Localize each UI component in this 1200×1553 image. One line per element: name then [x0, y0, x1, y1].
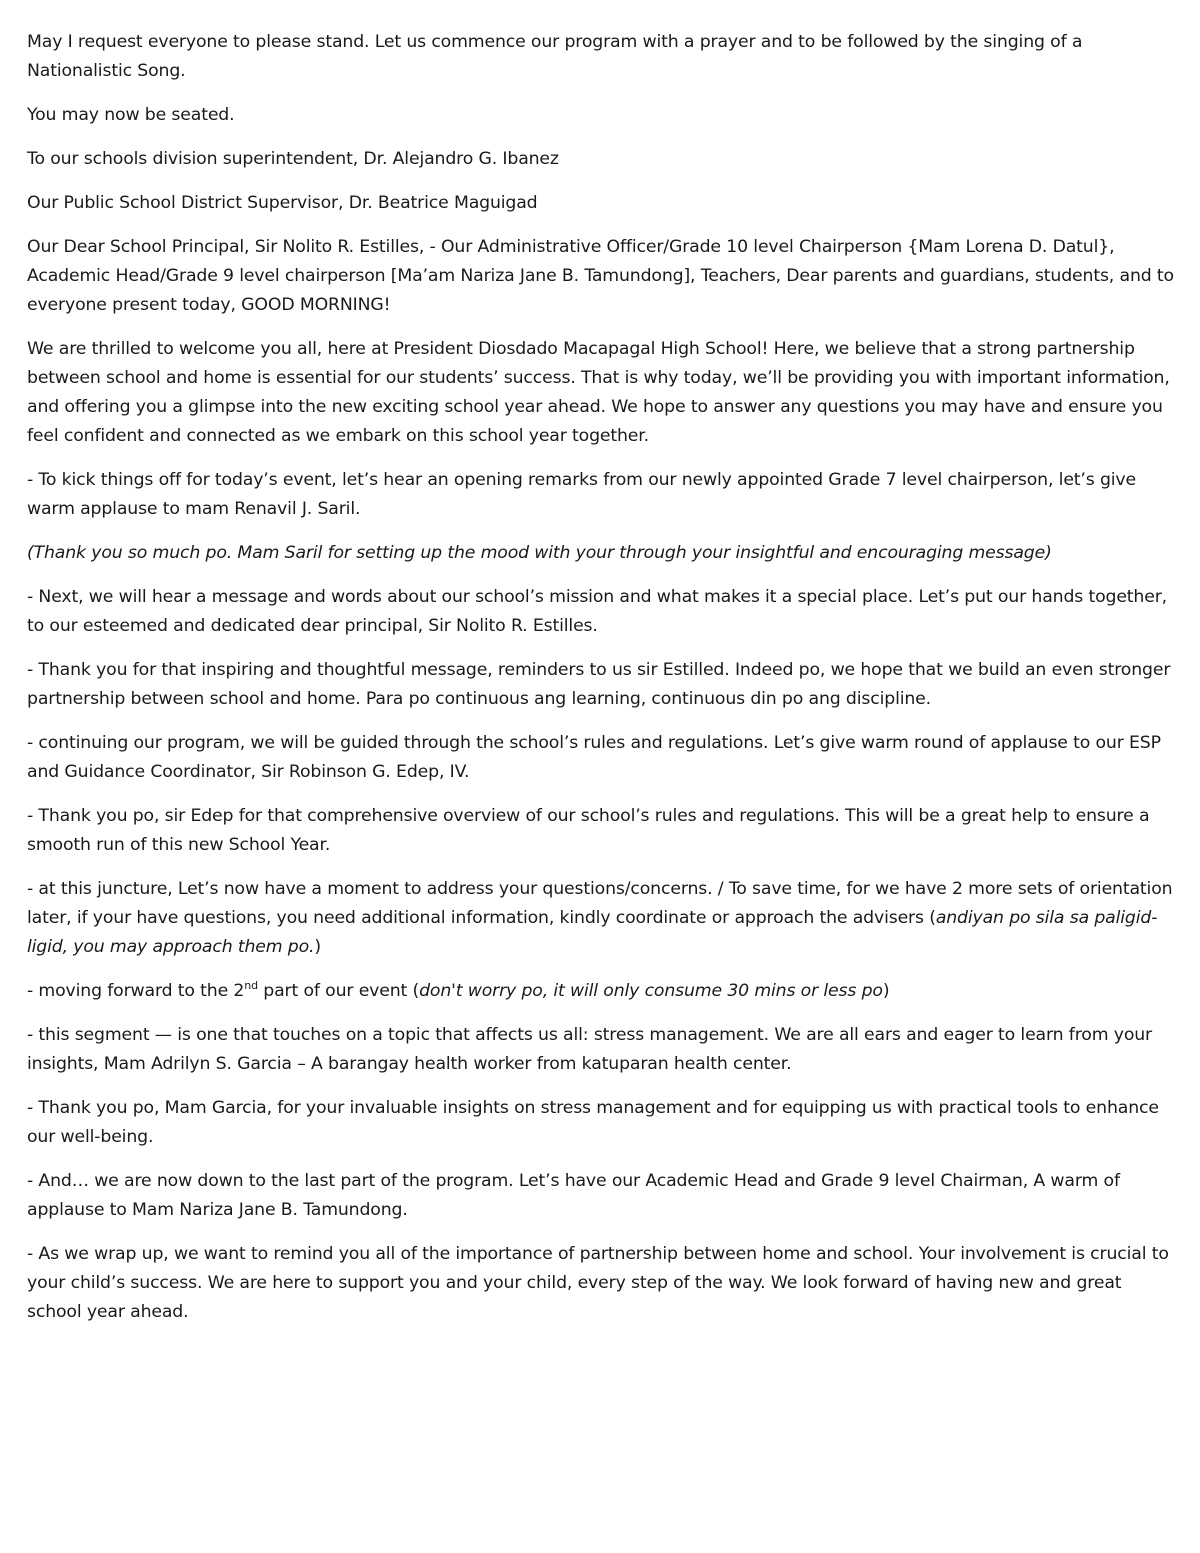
questions-italic: andiyan po sila sa paligid-ligid, you may approach them po.: [27, 908, 1158, 957]
thanks-saril-italic: (Thank you so much po. Mam Saril for setting up the mood with your through your insightful and encouraging message): [27, 543, 1052, 563]
paragraph-greetings: Our Dear School Principal, Sir Nolito R. Estilles, - Our Administrative Officer/Grade 10 level Chairperson {Mam Lorena D. Datul}, Academic Head/Grade 9 level chairperson [Ma’am Nariza Jane B. Tamundong], Teachers, Dear parents and guardians, students, and to everyone present today, GOOD MORNING!: [27, 237, 1174, 315]
paragraph-stress-management: - this segment — is one that touches on a topic that affects us all: stress management. We are all ears and eager to learn from your insights, Mam Adrilyn S. Garcia – A barangay health worker from katuparan health center.: [27, 1025, 1153, 1074]
second-part-text: - moving forward to the 2: [27, 981, 245, 1001]
paragraph-thanks-principal: - Thank you for that inspiring and thoughtful message, reminders to us sir Estilled. Indeed po, we hope that we build an even stronger partnership between school and home. Para po continuous ang learning, continuous din po ang discipline.: [27, 660, 1171, 709]
paragraph-principal-message: - Next, we will hear a message and words about our school’s mission and what makes it a special place. Let’s put our hands together, to our esteemed and dedicated dear principal, Sir Nolito R. Estilles.: [27, 587, 1168, 636]
second-part-italic: don't worry po, it will only consume 30 mins or less po: [419, 981, 883, 1001]
paragraph-last-part: - And… we are now down to the last part of the program. Let’s have our Academic Head and Grade 9 level Chairman, A warm of applause to Mam Nariza Jane B. Tamundong.: [27, 1171, 1120, 1220]
paragraph-thanks-edep: - Thank you po, sir Edep for that comprehensive overview of our school’s rules and regulations. This will be a great help to ensure a smooth run of this new School Year.: [27, 806, 1150, 855]
paragraph-be-seated: You may now be seated.: [27, 105, 235, 125]
questions-text: - at this juncture, Let’s now have a moment to address your questions/concerns. / To save time, for we have 2 more sets of orientation later, if your have questions, you need additional information, kindly coordinate or approach the advisers (: [27, 879, 1173, 928]
paragraph-welcome: We are thrilled to welcome you all, here at President Diosdado Macapagal High School! Here, we believe that a strong partnership between school and home is essential for our students’ success. That is why today, we’ll be providing you with important information, and offering you a glimpse into the new exciting school year ahead. We hope to answer any questions you may have and ensure you feel confident and connected as we embark on this school year together.: [27, 339, 1170, 446]
paragraph-opening-remarks: - To kick things off for today’s event, let’s hear an opening remarks from our newly appointed Grade 7 level chairperson, let’s give warm applause to mam Renavil J. Saril.: [27, 470, 1136, 519]
paragraph-opening-prayer: May I request everyone to please stand. Let us commence our program with a prayer and to be followed by the singing of a Nationalistic Song.: [27, 32, 1083, 81]
paragraph-superintendent: To our schools division superintendent, Dr. Alejandro G. Ibanez: [27, 149, 559, 169]
paragraph-thanks-saril: [27, 539, 1180, 568]
paragraph-second-part: [27, 977, 1180, 1006]
paragraph-supervisor: Our Public School District Supervisor, Dr. Beatrice Maguigad: [27, 193, 538, 213]
second-part-mid: part of our event (: [257, 981, 420, 1001]
paragraph-rules-regulations: - continuing our program, we will be guided through the school’s rules and regulations. Let’s give warm round of applause to our ESP and Guidance Coordinator, Sir Robinson G. Edep, IV.: [27, 733, 1161, 782]
paragraph-wrap-up: - As we wrap up, we want to remind you all of the importance of partnership between home and school. Your involvement is crucial to your child’s success. We are here to support you and your child, every step of the way. We look forward of having new and great school year ahead.: [27, 1244, 1169, 1322]
questions-close: ): [314, 937, 321, 957]
paragraph-questions: [27, 875, 1180, 962]
ordinal-suffix: nd: [244, 979, 258, 993]
paragraph-thanks-garcia: - Thank you po, Mam Garcia, for your invaluable insights on stress management and for equipping us with practical tools to enhance our well-being.: [27, 1098, 1159, 1147]
second-part-close: ): [882, 981, 890, 1001]
